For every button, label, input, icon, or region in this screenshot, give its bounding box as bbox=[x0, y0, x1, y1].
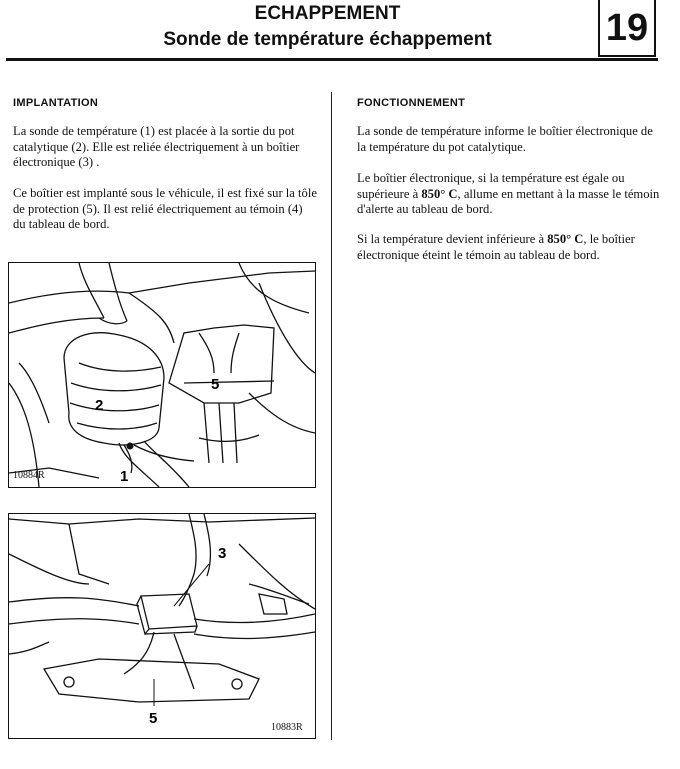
callout-2: 2 bbox=[95, 397, 104, 414]
page-subtitle: Sonde de température échappement bbox=[163, 29, 492, 50]
temperature-threshold: 850° C bbox=[547, 232, 584, 246]
figure-reference: 10883R bbox=[271, 722, 303, 733]
catalytic-converter-illustration bbox=[9, 263, 315, 487]
figure-electronic-box bbox=[8, 513, 316, 739]
implantation-paragraph-2: Ce boîtier est implanté sous le véhicule, il est fixé sur la tôle de protection (5). Il est relié électriquement au témoin (4) du tableau de bord. bbox=[13, 186, 317, 232]
section-title-fonctionnement: FONCTIONNEMENT bbox=[357, 97, 466, 109]
callout-5: 5 bbox=[149, 710, 158, 727]
implantation-paragraph-1: La sonde de température (1) est placée à la sortie du pot catalytique (2). Elle est reliée électriquement à un boîtier électronique (3) . bbox=[13, 124, 300, 170]
section-title-implantation: IMPLANTATION bbox=[13, 97, 99, 109]
temperature-threshold: 850° C bbox=[421, 186, 458, 201]
column-divider bbox=[331, 92, 332, 740]
callout-1: 1 bbox=[120, 468, 129, 485]
chapter-number-badge: 19 bbox=[598, 0, 656, 57]
fonctionnement-paragraph-1: La sonde de température informe le boîtier électronique de la température du pot catalytique. bbox=[357, 124, 653, 154]
callout-3: 3 bbox=[218, 545, 227, 562]
fonctionnement-paragraph-2: Le boîtier électronique, si la température est égale ou supérieure à 850° C, allume en mettant à la masse le témoin d'alerte au tableau de bord. bbox=[357, 171, 660, 217]
page-header bbox=[0, 2, 655, 52]
figure-catalytic-converter bbox=[8, 262, 316, 488]
fonctionnement-paragraph-3: Si la température devient inférieure à 850° C, le boîtier électronique éteint le témoin au tableau de bord. bbox=[357, 232, 635, 262]
callout-5: 5 bbox=[211, 376, 220, 393]
chapter-title: ECHAPPEMENT bbox=[254, 3, 401, 24]
figure-reference: 10884R bbox=[13, 470, 45, 481]
electronic-box-illustration bbox=[9, 514, 315, 738]
header-divider bbox=[6, 58, 658, 61]
